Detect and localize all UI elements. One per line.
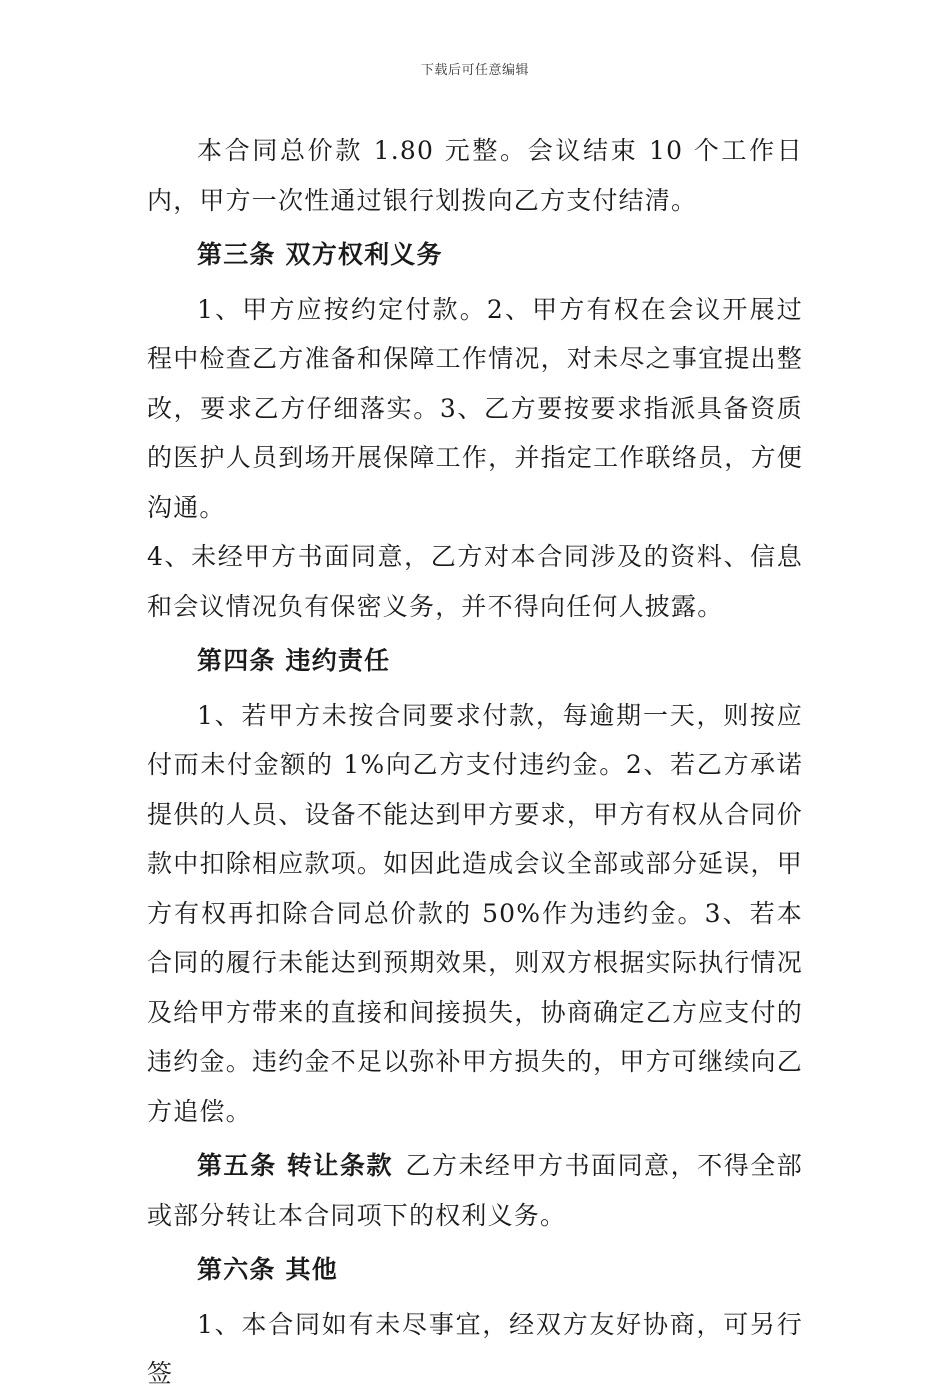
header-note: 下载后可任意编辑 bbox=[420, 63, 529, 78]
article3-body-continued: 4、未经甲方书面同意，乙方对本合同涉及的资料、信息和会议情况负有保密义务，并不得向任何人披露。 bbox=[147, 542, 803, 621]
contract-body bbox=[147, 126, 803, 1399]
article3-heading: 第三条 双方权利义务 bbox=[197, 240, 443, 269]
article5-body: 乙方未经甲方书面同意，不得全部或部分转让本合同项下的权利义务。 bbox=[147, 1151, 803, 1230]
article5-paragraph bbox=[147, 1141, 803, 1240]
article4-body: 1、若甲方未按合同要求付款，每逾期一天，则按应付而未付金额的 1%向乙方支付违约金。2、若乙方承诺提供的人员、设备不能达到甲方要求，甲方有权从合同价款中扣除相应款项。如因此造成会议全部或部分延误，甲方有权再扣除合同总价款的 50%作为违约金。3、若本合同的履行未能达到预期效果，则双方根据实际执行情况及给甲方带来的直接和间接损失，协商确定乙方应支付的违约金。违约金不足以弥补甲方损失的，甲方可继续向乙方追偿。 bbox=[147, 700, 803, 1126]
article5-heading: 第五条 转让条款 bbox=[197, 1151, 393, 1180]
article6-heading: 第六条 其他 bbox=[197, 1255, 338, 1284]
article6-body: 1、本合同如有未尽事宜，经双方友好协商，可另行签 bbox=[147, 1309, 803, 1388]
price-paragraph: 本合同总价款 1.80 元整。会议结束 10 个工作日内，甲方一次性通过银行划拨向乙方支付结清。 bbox=[147, 136, 803, 215]
article3-body: 1、甲方应按约定付款。2、甲方有权在会议开展过程中检查乙方准备和保障工作情况，对未尽之事宜提出整改，要求乙方仔细落实。3、乙方要按要求指派具备资质的医护人员到场开展保障工作，并指定工作联络员，方便沟通。 bbox=[147, 294, 803, 522]
article4-heading: 第四条 违约责任 bbox=[197, 646, 391, 675]
